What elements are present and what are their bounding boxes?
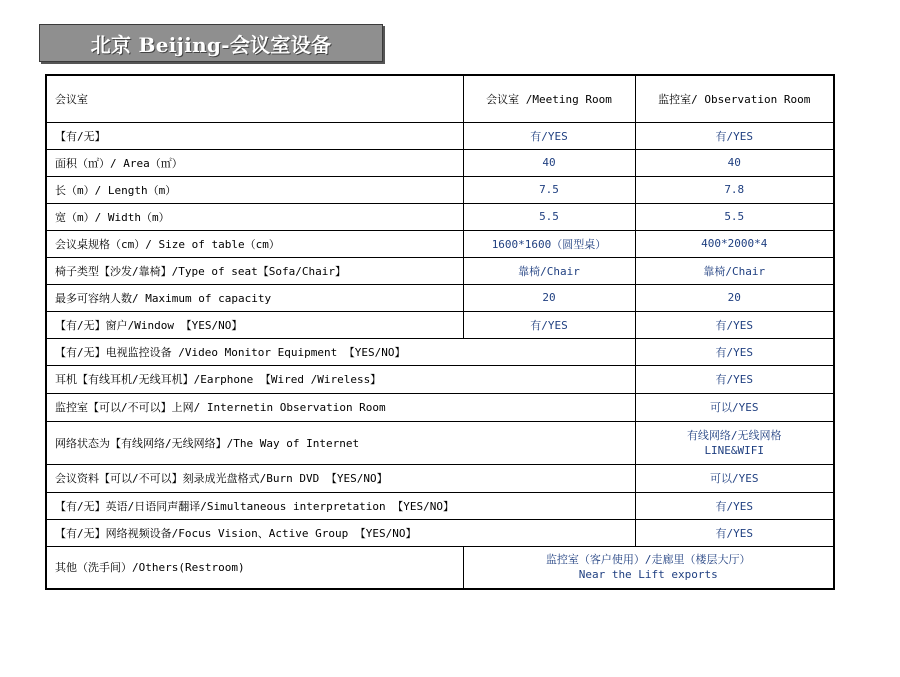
table-row — [46, 230, 834, 257]
row-label: 会议资料【可以/不可以】刻录成光盘格式/Burn DVD 【YES/NO】 — [46, 464, 635, 492]
value-line: 有线网络/无线网格 — [686, 428, 782, 442]
row-label: 会议桌规格（cm）/ Size of table（cm） — [46, 230, 463, 257]
value-line: 监控室（客户使用）/走廊里（楼层大厅） — [545, 553, 751, 567]
table-row — [46, 519, 834, 546]
observation-room-value: 有/YES — [635, 311, 834, 338]
table-row — [46, 257, 834, 284]
observation-room-value: 可以/YES — [635, 393, 834, 421]
table-row — [46, 203, 834, 230]
table-header-row — [46, 75, 834, 122]
meeting-room-value: 7.5 — [463, 176, 635, 203]
observation-room-value: 可以/YES — [635, 464, 834, 492]
table-row — [46, 464, 834, 492]
meeting-room-value: 20 — [463, 284, 635, 311]
observation-room-value: 靠椅/Chair — [635, 257, 834, 284]
header-label-cell: 会议室 — [46, 75, 463, 122]
table-row — [46, 149, 834, 176]
table-row — [46, 421, 834, 464]
shared-value — [463, 546, 834, 589]
header-meeting-room: 会议室 /Meeting Room — [463, 75, 635, 122]
row-label: 椅子类型【沙发/靠椅】/Type of seat【Sofa/Chair】 — [46, 257, 463, 284]
meeting-room-value: 1600*1600（圆型桌） — [463, 230, 635, 257]
table-row — [46, 284, 834, 311]
row-label: 面积（㎡）/ Area（㎡） — [46, 149, 463, 176]
observation-room-value: 有/YES — [635, 338, 834, 365]
observation-room-value: 有/YES — [635, 519, 834, 546]
observation-room-value: 有/YES — [635, 492, 834, 519]
meeting-room-value: 40 — [463, 149, 635, 176]
row-label: 网络状态为【有线网络/无线网络】/The Way of Internet — [46, 421, 635, 464]
row-label: 【有/无】英语/日语同声翻译/Simultaneous interpretation 【YES/NO】 — [46, 492, 635, 519]
table-row — [46, 176, 834, 203]
table-row — [46, 546, 834, 589]
title-banner — [39, 24, 383, 62]
observation-room-value: 有/YES — [635, 365, 834, 393]
meeting-room-value: 有/YES — [463, 122, 635, 149]
table-row — [46, 338, 834, 365]
observation-room-value: 20 — [635, 284, 834, 311]
row-label: 宽（m）/ Width（m） — [46, 203, 463, 230]
equipment-table — [45, 74, 835, 590]
meeting-room-value: 有/YES — [463, 311, 635, 338]
observation-room-value: 400*2000*4 — [635, 230, 834, 257]
table-row — [46, 365, 834, 393]
observation-room-value: 5.5 — [635, 203, 834, 230]
observation-room-value: 40 — [635, 149, 834, 176]
table-row — [46, 311, 834, 338]
observation-room-value — [635, 421, 834, 464]
page-title: 北京 Beijing-会议室设备 — [90, 32, 332, 57]
meeting-room-value: 靠椅/Chair — [463, 257, 635, 284]
row-label: 监控室【可以/不可以】上网/ Internetin Observation Room — [46, 393, 635, 421]
row-label: 最多可容纳人数/ Maximum of capacity — [46, 284, 463, 311]
row-label: 耳机【有线耳机/无线耳机】/Earphone 【Wired /Wireless】 — [46, 365, 635, 393]
table-row — [46, 393, 834, 421]
table-row — [46, 492, 834, 519]
meeting-room-value: 5.5 — [463, 203, 635, 230]
row-label: 【有/无】 — [46, 122, 463, 149]
row-label: 【有/无】网络视频设备/Focus Vision、Active Group 【YES/NO】 — [46, 519, 635, 546]
observation-room-value: 7.8 — [635, 176, 834, 203]
row-label: 【有/无】窗户/Window 【YES/NO】 — [46, 311, 463, 338]
row-label: 长（m）/ Length（m） — [46, 176, 463, 203]
header-observation-room: 监控室/ Observation Room — [635, 75, 834, 122]
row-label: 其他（洗手间）/Others(Restroom) — [46, 546, 463, 589]
observation-room-value: 有/YES — [635, 122, 834, 149]
row-label: 【有/无】电视监控设备 /Video Monitor Equipment 【YES/NO】 — [46, 338, 635, 365]
value-line: Near the Lift exports — [578, 568, 718, 582]
table-row — [46, 122, 834, 149]
value-line: LINE&WIFI — [704, 443, 765, 457]
